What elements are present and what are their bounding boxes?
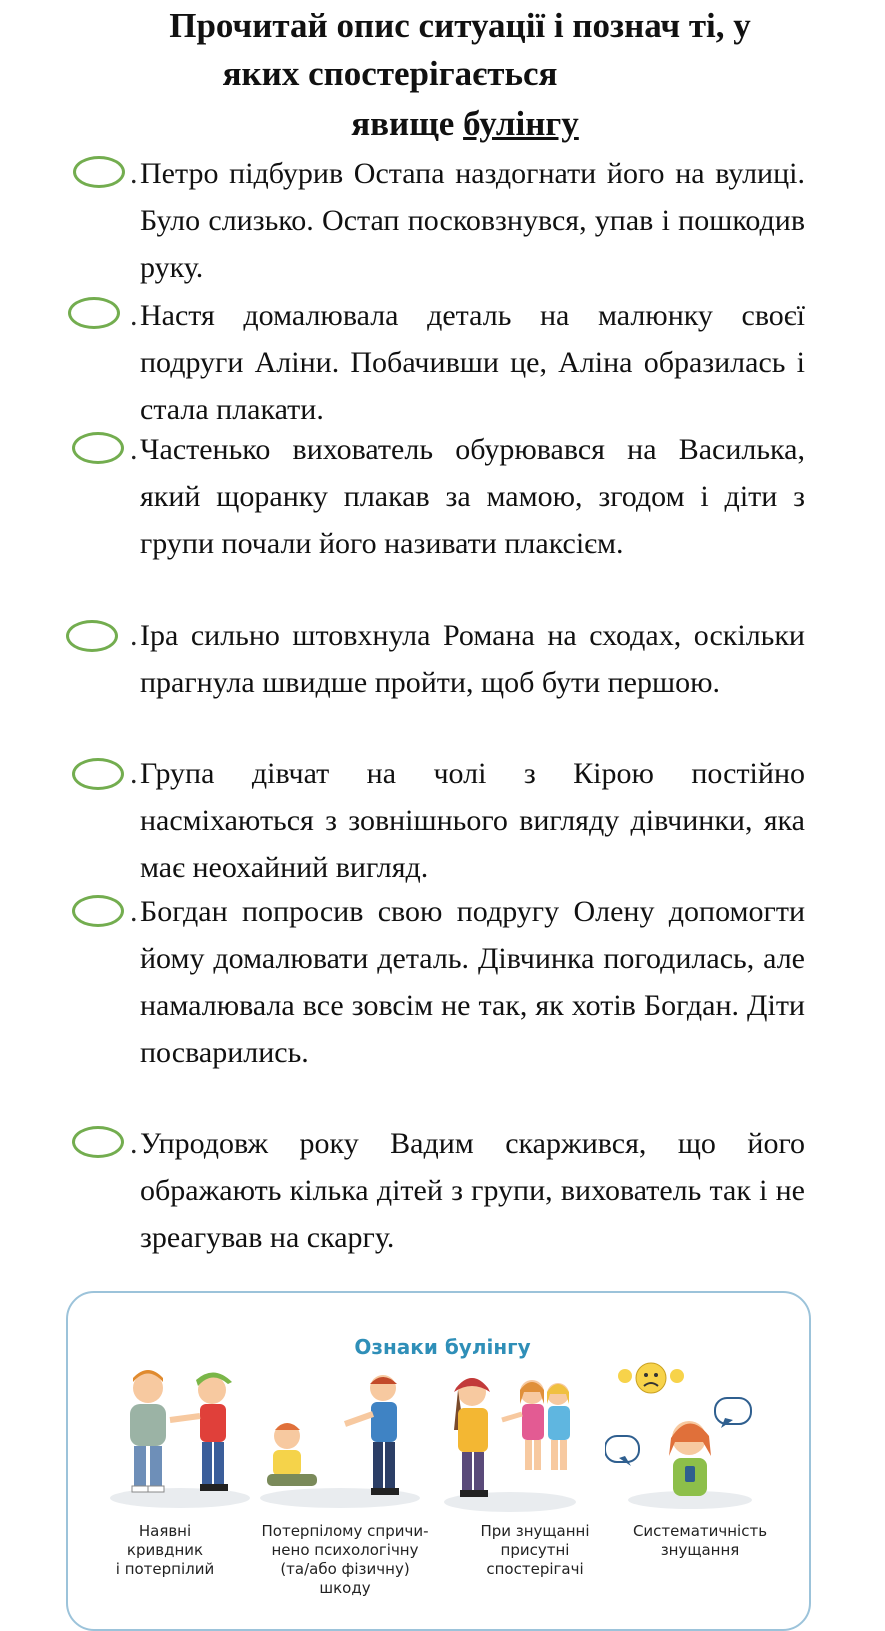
sign-caption-2: Потерпілому спричи- нено психологічну (та/або фізичну) шкоду	[261, 1522, 429, 1597]
item-marker: .	[130, 433, 138, 466]
answer-circle-4[interactable]	[66, 620, 118, 652]
item-marker: .	[130, 895, 138, 928]
systematic-bullying-illustration	[605, 1360, 770, 1510]
title-line-3-plain: явище	[351, 104, 455, 143]
offender-and-victim-illustration	[100, 1360, 260, 1510]
situation-text-4: .Іра сильно штовхнула Романа на сходах, оскільки прагнула швидше пройти, щоб бути першою.	[140, 612, 805, 706]
item-marker: .	[130, 757, 138, 790]
observers-present-illustration	[440, 1370, 590, 1515]
item-marker: .	[130, 619, 138, 652]
answer-circle-6[interactable]	[72, 895, 124, 927]
title-underlined-word: булінгу	[463, 104, 579, 143]
sign-caption-1: Наявні кривдник і потерпілий	[115, 1522, 215, 1578]
item-marker: .	[130, 299, 138, 332]
title-line-3	[230, 100, 700, 147]
sign-caption-3: При знущанні присутні спостерігачі	[480, 1522, 590, 1578]
panel-title: Ознаки булінгу	[354, 1335, 531, 1359]
situation-text-2: .Настя домалювала деталь на малюнку своєї подруги Аліни. Побачивши це, Аліна образилась і стала плакати.	[140, 292, 805, 433]
answer-circle-5[interactable]	[72, 758, 124, 790]
item-marker: .	[130, 157, 138, 190]
situation-text-3: .Частенько вихователь обурювався на Василька, який щоранку плакав за мамою, згодом і діти з групи почали його називати плаксієм.	[140, 426, 805, 567]
answer-circle-2[interactable]	[68, 297, 120, 329]
situation-text-5: .Група дівчат на чолі з Кірою постійно насміхаються з зовнішнього вигляду дівчинки, яка має неохайний вигляд.	[140, 750, 805, 891]
sign-caption-4: Систематичність знущання	[632, 1522, 768, 1559]
title-line-1: Прочитай опис ситуації і познач ті, у	[169, 6, 751, 45]
answer-circle-1[interactable]	[73, 156, 125, 188]
harm-caused-illustration	[255, 1370, 430, 1510]
situation-text-6: .Богдан попросив свою подругу Олену допомогти йому домалювати деталь. Дівчинка погодилась, але намалювала все зовсім не так, як хотів Богдан. Діти посварились.	[140, 888, 805, 1076]
answer-circle-7[interactable]	[72, 1126, 124, 1158]
situation-text-1: .Петро підбурив Остапа наздогнати його на вулиці. Було слизько. Остап посковзнувся, упав і пошкодив руку.	[140, 150, 805, 291]
situation-text-7: .Упродовж року Вадим скаржився, що його ображають кілька дітей з групи, вихователь так і не зреагував на скаргу.	[140, 1120, 805, 1261]
answer-circle-3[interactable]	[72, 432, 124, 464]
item-marker: .	[130, 1127, 138, 1160]
title-line-2: яких спостерігається	[222, 54, 558, 93]
